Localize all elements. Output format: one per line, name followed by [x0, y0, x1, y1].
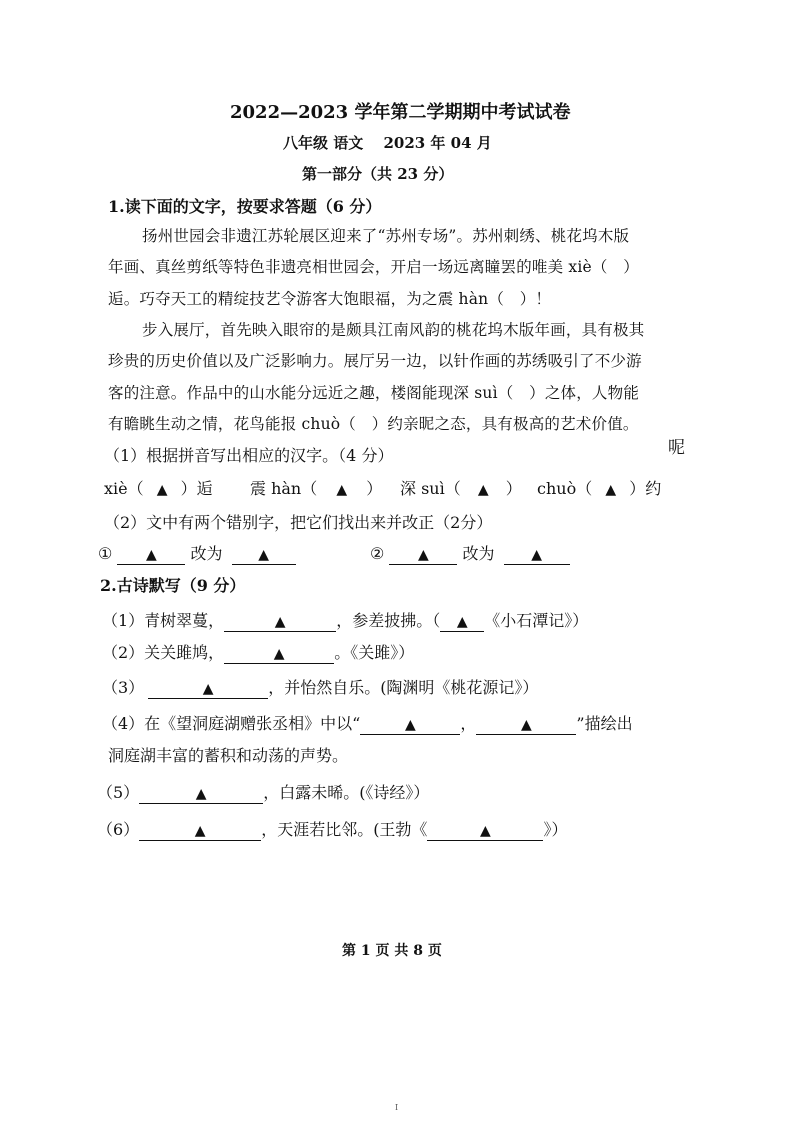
- answer-mark: ▲: [156, 482, 168, 498]
- answer-blank[interactable]: [232, 546, 296, 565]
- q2-heading: 2.古诗默写（9 分）: [100, 576, 246, 595]
- margin-note: 呢: [668, 438, 686, 458]
- q1-para1-line1: 扬州世园会非遗江苏轮展区迎来了“苏州专场”。苏州刺绣、桃花坞木版: [142, 227, 630, 245]
- answer-blank[interactable]: [476, 716, 576, 735]
- q1-heading: 1.读下面的文字，按要求答题（6 分）: [108, 197, 382, 216]
- answer-mark: ▲: [605, 482, 617, 498]
- item-text: ，天涯若比邻。(王勃《: [261, 820, 428, 839]
- q1-para2-line4: 有瞻眺生动之情，花鸟能报 chuò（ ）约亲昵之态，具有极高的艺术价值。: [108, 415, 639, 433]
- answer-blank[interactable]: [427, 822, 543, 841]
- q1-sub1: （1）根据拼音写出相应的汉字。（4 分）: [104, 446, 394, 465]
- poem-item-1: [102, 608, 588, 632]
- answer-mark: ▲: [521, 717, 532, 733]
- answer-mark: ▲: [456, 614, 468, 630]
- answer-mark: ▲: [480, 823, 491, 839]
- pinyin-suffix: ）: [505, 479, 522, 498]
- poem-item-4-line2: 洞庭湖丰富的蓄积和动荡的声势。: [108, 746, 349, 765]
- exam-subtitle: 八年级 语文 2023 年 04 月: [283, 134, 492, 152]
- answer-mark: ▲: [273, 646, 285, 662]
- answer-blank[interactable]: [360, 716, 460, 735]
- item-text: 《小石潭记》）: [484, 611, 589, 630]
- answer-mark: ▲: [202, 681, 214, 697]
- pinyin-item-sui: [400, 476, 522, 499]
- item-text: （3）: [102, 678, 145, 697]
- item-text: ”描绘出: [576, 714, 633, 733]
- q1-sub2: （2）文中有两个错别字，把它们找出来并改正（2分）: [104, 513, 493, 532]
- pinyin-prefix: chuò（: [537, 479, 593, 498]
- poem-item-4: [102, 711, 633, 735]
- poem-item-2: [102, 640, 414, 664]
- pinyin-prefix: 震 hàn（: [250, 479, 318, 498]
- item-text: （2）关关雎鸠，: [102, 643, 225, 662]
- exam-title: 2022—2023 学年第二学期期中考试试卷: [230, 102, 571, 123]
- answer-blank[interactable]: [440, 613, 484, 632]
- pinyin-item-xie: [104, 476, 213, 499]
- bottom-mark: I: [395, 1103, 399, 1112]
- poem-item-5: [97, 780, 429, 804]
- pinyin-suffix: ）约: [629, 479, 662, 498]
- answer-blank[interactable]: [148, 680, 268, 699]
- item-text: ，: [460, 714, 477, 733]
- circled-one: ①: [98, 544, 113, 563]
- pinyin-suffix: ）逅: [180, 479, 213, 498]
- answer-mark: ▲: [531, 547, 543, 563]
- item-text: （1）青树翠蔓，: [102, 611, 225, 630]
- item-text: ，并怡然自乐。(陶渊明《桃花源记》）: [268, 678, 539, 697]
- item-text: ，参差披拂。（: [336, 611, 441, 630]
- poem-item-3: [102, 675, 538, 699]
- item-text: 》）: [543, 820, 568, 839]
- item-text: （4）在《望洞庭湖赠张丞相》中以“: [102, 714, 361, 733]
- change-to-label: 改为: [462, 544, 495, 563]
- answer-mark: ▲: [258, 547, 270, 563]
- q1-para1-line3: 逅。巧夺天工的精绽技艺令游客大饱眼福，为之震 hàn（ ）！: [108, 290, 552, 308]
- item-text: （6）: [97, 820, 140, 839]
- answer-blank[interactable]: [117, 546, 185, 565]
- answer-mark: ▲: [336, 482, 348, 498]
- page-number: 第 1 页 共 8 页: [342, 943, 442, 959]
- section-heading: 第一部分（共 23 分）: [302, 165, 454, 183]
- correction-1: [98, 541, 296, 565]
- answer-mark: ▲: [194, 823, 206, 839]
- q1-para1-line2: 年画、真丝剪纸等特色非遗亮相世园会，开启一场远离瞳罢的唯美 xiè（ ）: [108, 258, 640, 276]
- answer-mark: ▲: [418, 547, 429, 563]
- answer-mark: ▲: [404, 717, 416, 733]
- circled-two: ②: [370, 544, 385, 563]
- pinyin-suffix: ）: [366, 479, 383, 498]
- q1-para2-line1: 步入展厅，首先映入眼帘的是颇具江南风韵的桃花坞木版年画，具有极其: [142, 321, 645, 339]
- pinyin-prefix: 深 suì（: [400, 479, 461, 498]
- pinyin-prefix: xiè（: [104, 479, 144, 498]
- item-text: 。《关雎》）: [334, 643, 415, 662]
- poem-item-6: [97, 817, 567, 841]
- answer-mark: ▲: [146, 547, 157, 563]
- change-to-label: 改为: [190, 544, 223, 563]
- q1-para2-line2: 珍贵的历史价值以及广泛影响力。展厅另一边，以针作画的苏绣吸引了不少游: [108, 352, 642, 370]
- answer-blank[interactable]: [139, 785, 263, 804]
- answer-mark: ▲: [274, 614, 286, 630]
- answer-mark: ▲: [477, 482, 489, 498]
- answer-blank[interactable]: [504, 546, 570, 565]
- answer-blank[interactable]: [389, 546, 457, 565]
- pinyin-item-chuo: [537, 476, 661, 499]
- answer-blank[interactable]: [139, 822, 261, 841]
- answer-blank[interactable]: [224, 613, 336, 632]
- item-text: （5）: [97, 783, 140, 802]
- pinyin-item-han: [250, 476, 382, 499]
- answer-blank[interactable]: [224, 645, 334, 664]
- answer-mark: ▲: [195, 786, 207, 802]
- q1-para2-line3: 客的注意。作品中的山水能分远近之趣，楼阁能现深 suì（ ）之体，人物能: [108, 384, 640, 402]
- item-text: ，白露未晞。(《诗经》）: [263, 783, 430, 802]
- correction-2: [370, 541, 570, 565]
